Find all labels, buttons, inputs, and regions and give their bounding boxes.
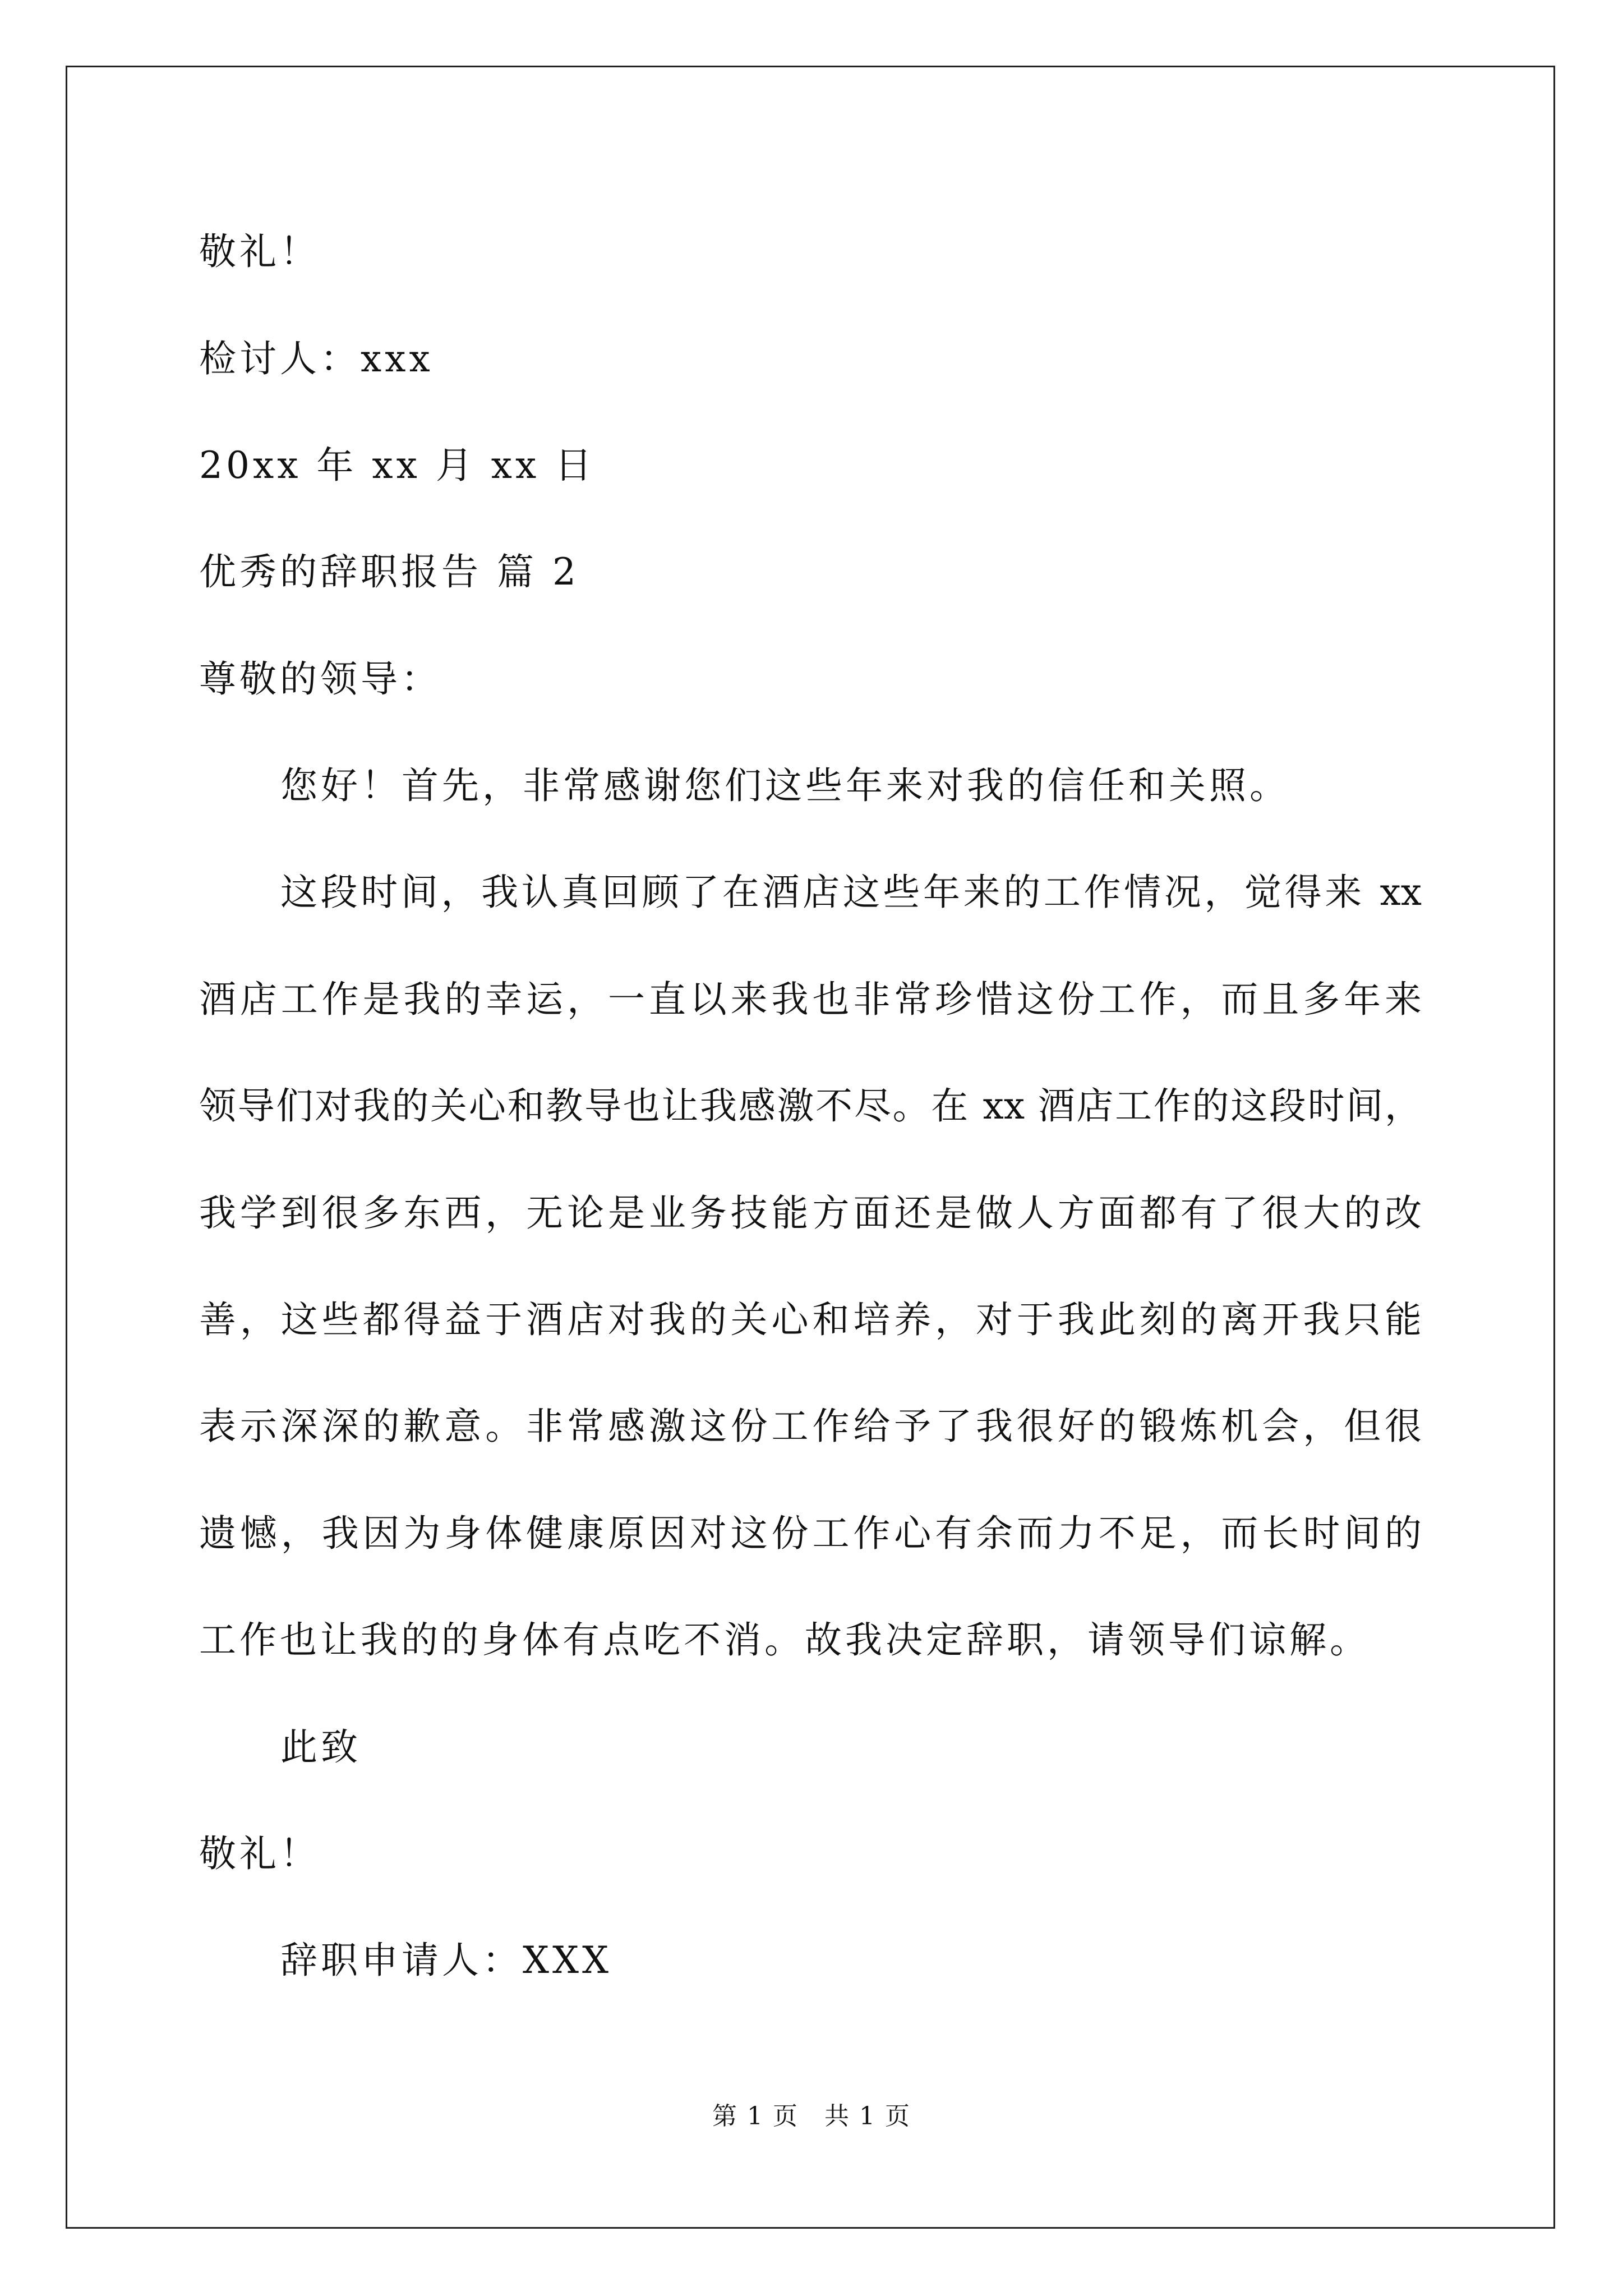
greeting-paragraph: 您好！首先，非常感谢您们这些年来对我的信任和关照。	[280, 764, 1290, 807]
body-line: 工作也让我的的身体有点吃不消。故我决定辞职，请领导们谅解。	[199, 1618, 1370, 1662]
body-line: 这段时间，我认真回顾了在酒店这些年来的工作情况，觉得来 xx	[280, 871, 1422, 914]
body-line: 遗憾，我因为身体健康原因对这份工作心有余而力不足，而长时间的	[199, 1512, 1422, 1555]
applicant-signature: 辞职申请人：XXX	[280, 1939, 612, 1982]
body-line: 我学到很多东西，无论是业务技能方面还是做人方面都有了很大的改	[199, 1191, 1422, 1235]
page-border	[66, 66, 1555, 2229]
body-line: 善，这些都得益于酒店对我的关心和培养，对于我此刻的离开我只能	[199, 1298, 1422, 1341]
reviewer-signature: 检讨人：xxx	[199, 337, 434, 380]
closing-salute: 敬礼！	[199, 1832, 320, 1875]
body-line: 表示深深的歉意。非常感激这份工作给予了我很好的锻炼机会，但很	[199, 1405, 1422, 1448]
date-line: 20xx 年 xx 月 xx 日	[199, 444, 596, 487]
page-footer: 第 1 页 共 1 页	[712, 2102, 911, 2131]
closing-salute: 敬礼！	[199, 230, 320, 273]
closing-phrase: 此致	[280, 1726, 361, 1769]
salutation: 尊敬的领导：	[199, 657, 441, 701]
section-title: 优秀的辞职报告 篇 2	[199, 550, 579, 593]
body-line: 酒店工作是我的幸运，一直以来我也非常珍惜这份工作，而且多年来	[199, 978, 1422, 1021]
body-line: 领导们对我的关心和教导也让我感激不尽。在 xx 酒店工作的这段时间，	[199, 1084, 1422, 1128]
